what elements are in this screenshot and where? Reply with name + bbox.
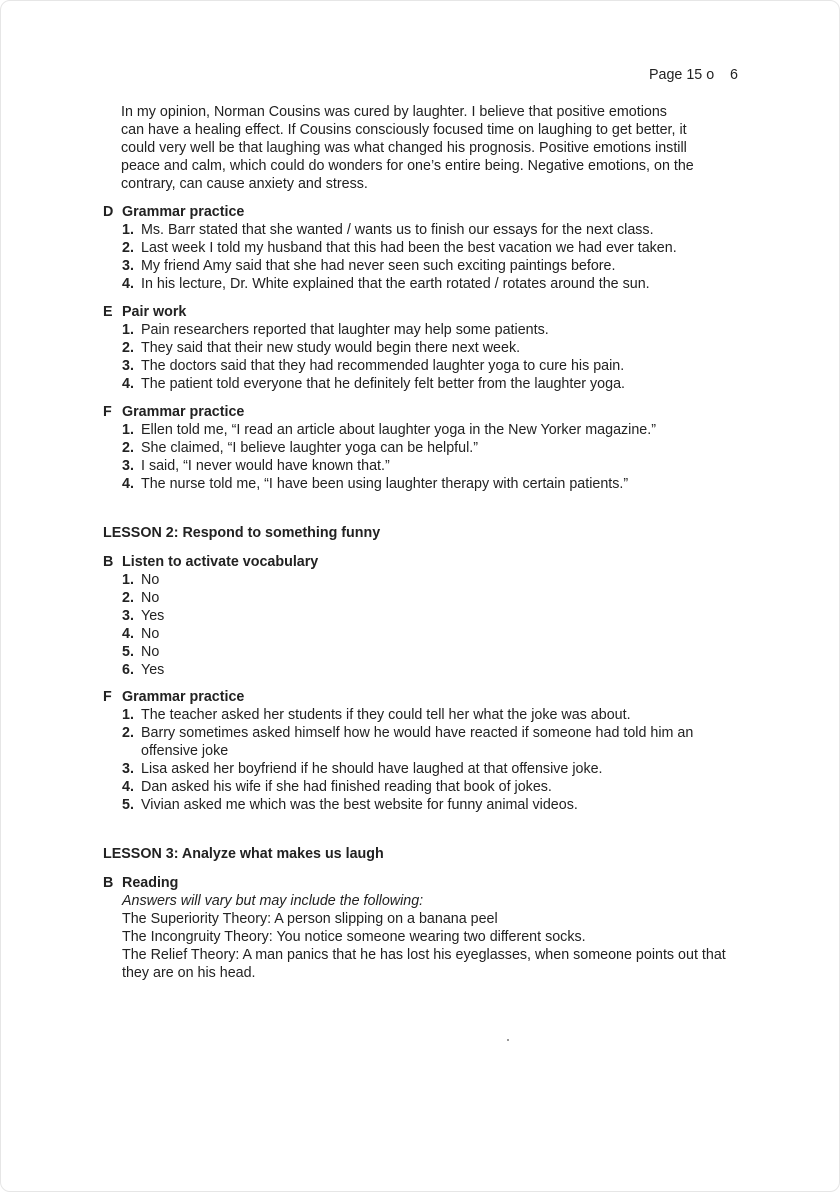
item-text: My friend Amy said that she had never seen such exciting paintings before. <box>141 258 616 274</box>
list-item <box>103 275 743 293</box>
list-item <box>103 475 743 493</box>
item-number: 4. <box>122 626 134 642</box>
item-text: No <box>141 590 160 606</box>
item-number: 5. <box>122 797 134 813</box>
list-item <box>103 760 743 778</box>
section-letter: B <box>103 875 114 891</box>
section-letter: D <box>103 204 114 220</box>
list-item <box>103 239 743 257</box>
item-text: Vivian asked me which was the best website for funny animal videos. <box>141 797 578 813</box>
item-number: 2. <box>122 590 134 606</box>
answer-line: The Superiority Theory: A person slipping on a banana peel <box>122 911 498 927</box>
section-letter: F <box>103 404 112 420</box>
lesson-2-title: LESSON 2: Respond to something funny <box>103 525 381 541</box>
item-number: 5. <box>122 644 134 660</box>
answer-line: The Relief Theory: A man panics that he has lost his eyeglasses, when someone points out that they are on his head. <box>122 947 726 981</box>
item-number: 4. <box>122 276 134 292</box>
section-title: Pair work <box>122 304 187 320</box>
list-item <box>103 221 743 239</box>
speck <box>507 1039 509 1041</box>
page-number: Page 15 o 6 <box>648 67 738 83</box>
section-title: Grammar practice <box>122 689 245 705</box>
list-item <box>103 778 743 796</box>
list-item <box>103 571 743 589</box>
list-item <box>103 706 743 724</box>
section-letter: E <box>103 304 113 320</box>
section-heading <box>103 303 743 321</box>
list-item <box>103 457 743 475</box>
item-text: No <box>141 572 160 588</box>
list-item <box>103 607 743 625</box>
paragraph-line: could very well be that laughing was what changed his prognosis. Positive emotions instill <box>121 140 687 156</box>
item-number: 4. <box>122 376 134 392</box>
item-number: 4. <box>122 779 134 795</box>
item-number: 1. <box>122 572 134 588</box>
list-item <box>103 357 743 375</box>
lesson3-section-b <box>103 874 743 982</box>
item-text: Lisa asked her boyfriend if he should have laughed at that offensive joke. <box>141 761 603 777</box>
section-heading <box>103 203 743 221</box>
item-text: Last week I told my husband that this had been the best vacation we had ever taken. <box>141 240 677 256</box>
item-number: 1. <box>122 222 134 238</box>
paragraph-line: In my opinion, Norman Cousins was cured by laughter. I believe that positive emotions <box>121 104 667 120</box>
section-heading <box>103 553 743 571</box>
lesson-3-title: LESSON 3: Analyze what makes us laugh <box>103 846 384 862</box>
list-item <box>103 643 743 661</box>
item-number: 3. <box>122 458 134 474</box>
item-text: Yes <box>141 608 165 624</box>
list-item <box>103 339 743 357</box>
item-number: 3. <box>122 358 134 374</box>
paragraph-line: contrary, can cause anxiety and stress. <box>121 176 368 192</box>
item-text: No <box>141 626 160 642</box>
item-number: 1. <box>122 707 134 723</box>
section-letter: B <box>103 554 114 570</box>
list-item <box>103 724 743 760</box>
section-heading <box>103 403 743 421</box>
paragraph-line: peace and calm, which could do wonders for one’s entire being. Negative emotions, on the <box>121 158 694 174</box>
section-title: Grammar practice <box>122 204 245 220</box>
section-d <box>103 203 743 293</box>
list-item <box>103 421 743 439</box>
item-number: 4. <box>122 476 134 492</box>
item-number: 3. <box>122 761 134 777</box>
list-item <box>103 796 743 814</box>
item-text: I said, “I never would have known that.” <box>141 458 390 474</box>
item-text: Ms. Barr stated that she wanted / wants us to finish our essays for the next class. <box>141 222 654 238</box>
list-item <box>103 625 743 643</box>
lesson2-section-b <box>103 553 743 679</box>
lesson2-section-f <box>103 688 743 814</box>
list-item <box>103 589 743 607</box>
item-text: The patient told everyone that he definitely felt better from the laughter yoga. <box>141 376 626 392</box>
paragraph-line: can have a healing effect. If Cousins consciously focused time on laughing to get better, it <box>121 122 687 138</box>
item-number: 3. <box>122 608 134 624</box>
answer-line: The Incongruity Theory: You notice someone wearing two different socks. <box>122 929 586 945</box>
item-text: She claimed, “I believe laughter yoga can be helpful.” <box>141 440 478 456</box>
item-text: Pain researchers reported that laughter may help some patients. <box>141 322 549 338</box>
section-letter: F <box>103 689 112 705</box>
item-number: 1. <box>122 322 134 338</box>
item-text: The nurse told me, “I have been using laughter therapy with certain patients.” <box>141 476 629 492</box>
item-number: 6. <box>122 662 134 678</box>
item-text: Ellen told me, “I read an article about laughter yoga in the New Yorker magazine.” <box>141 422 656 438</box>
item-text: The teacher asked her students if they could tell her what the joke was about. <box>141 707 631 723</box>
item-text: No <box>141 644 160 660</box>
item-number: 2. <box>122 725 134 741</box>
list-item <box>103 321 743 339</box>
section-heading <box>103 874 743 892</box>
item-text: Dan asked his wife if she had finished reading that book of jokes. <box>141 779 552 795</box>
section-heading <box>103 688 743 706</box>
item-number: 2. <box>122 240 134 256</box>
section-e <box>103 303 743 393</box>
item-number: 2. <box>122 440 134 456</box>
item-number: 3. <box>122 258 134 274</box>
list-item <box>103 439 743 457</box>
item-text: Barry sometimes asked himself how he would have reacted if someone had told him an offensive joke <box>141 725 694 759</box>
item-text: They said that their new study would begin there next week. <box>141 340 521 356</box>
item-text: The doctors said that they had recommended laughter yoga to cure his pain. <box>141 358 625 374</box>
section-title: Reading <box>122 875 179 891</box>
answer-note: Answers will vary but may include the following: <box>122 893 424 909</box>
item-number: 1. <box>122 422 134 438</box>
list-item <box>103 257 743 275</box>
intro-paragraph <box>121 103 741 193</box>
section-title: Listen to activate vocabulary <box>122 554 319 570</box>
item-number: 2. <box>122 340 134 356</box>
item-text: In his lecture, Dr. White explained that the earth rotated / rotates around the sun. <box>141 276 650 292</box>
section-f <box>103 403 743 493</box>
section-title: Grammar practice <box>122 404 245 420</box>
list-item <box>103 375 743 393</box>
item-text: Yes <box>141 662 165 678</box>
list-item <box>103 661 743 679</box>
